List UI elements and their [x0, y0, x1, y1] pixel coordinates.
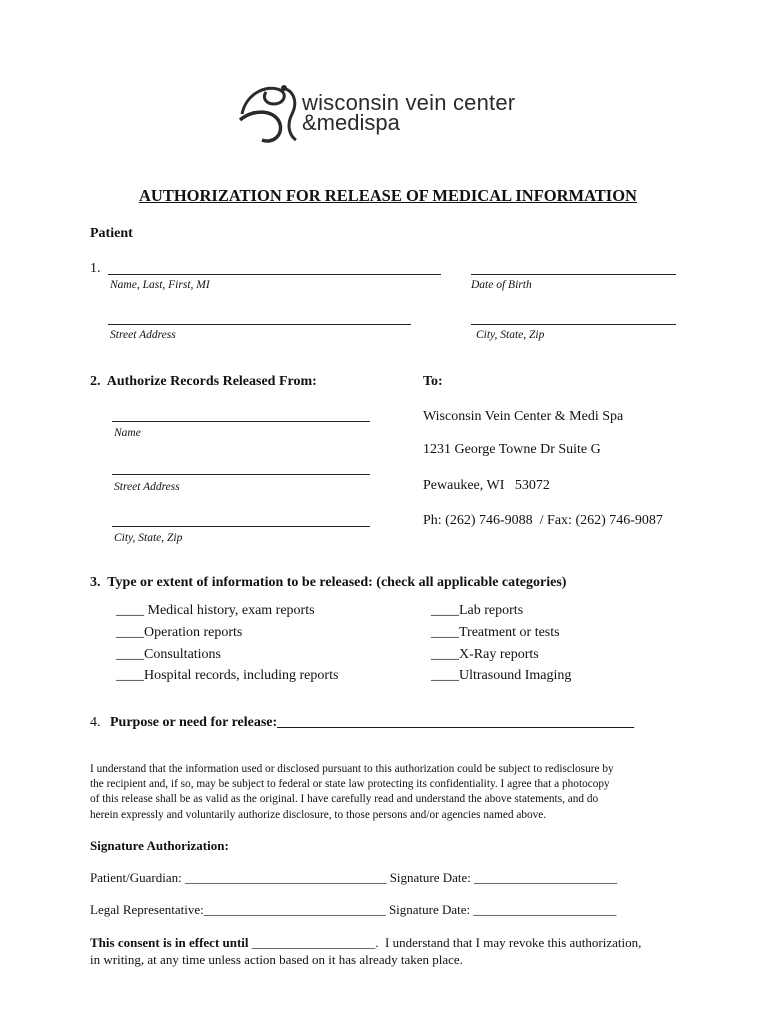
logo-brand-line2: &medispa [302, 110, 400, 135]
patient-street-caption: Street Address [110, 329, 176, 341]
consent-line-2: in writing, at any time unless action based on it has already taken place. [90, 952, 463, 967]
purpose-field[interactable]: Purpose or need for release:___________________________________________________ [110, 715, 635, 730]
consent-date-field[interactable]: ___________________ [251, 935, 376, 950]
logo [236, 80, 546, 146]
info-item-xray-reports[interactable]: ____X-Ray reports [431, 647, 539, 662]
info-item-lab-reports[interactable]: ____Lab reports [431, 603, 524, 618]
disclosure-line: the recipient and, if so, may be subject to federal or state law protecting its confidentiality. I agree that a photocopy [90, 778, 610, 791]
info-item-consultations[interactable]: ____Consultations [116, 647, 222, 662]
page-title: AUTHORIZATION FOR RELEASE OF MEDICAL INFORMATION [139, 186, 637, 205]
release-from-city-field[interactable] [112, 526, 370, 527]
release-from-street-field[interactable] [112, 474, 370, 475]
patient-street-field[interactable] [108, 324, 411, 325]
disclosure-paragraph [90, 762, 690, 823]
patient-name-caption: Name, Last, First, MI [110, 279, 210, 291]
recipient-name: Wisconsin Vein Center & Medi Spa [423, 409, 624, 424]
patient-guardian-signature-line[interactable]: Patient/Guardian: _______________________________ Signature Date: ______________________ [90, 870, 618, 885]
consent-bold-text: This consent is in effect until [90, 935, 252, 950]
info-item-operation-reports[interactable]: ____Operation reports [116, 625, 243, 640]
release-from-name-caption: Name [114, 427, 141, 439]
legal-representative-signature-line[interactable]: Legal Representative:____________________________ Signature Date: ______________________ [90, 902, 617, 917]
patient-name-field[interactable] [108, 274, 441, 275]
patient-dob-field[interactable] [471, 274, 676, 275]
purpose-number: 4. [90, 715, 101, 730]
patient-number: 1. [90, 261, 101, 276]
patient-city-field[interactable] [471, 324, 676, 325]
logo-swirl-icon [236, 80, 300, 146]
disclosure-line: I understand that the information used or disclosed pursuant to this authorization could be subject to redisclosure by [90, 763, 614, 775]
release-from-street-caption: Street Address [114, 481, 180, 493]
disclosure-line: of this release shall be as valid as the original. I have carefully read and understand the above statements, and do [90, 793, 599, 806]
info-item-ultrasound-imaging[interactable]: ____Ultrasound Imaging [431, 668, 572, 683]
consent-statement [90, 935, 641, 951]
info-item-hospital-records[interactable]: ____Hospital records, including reports [116, 668, 339, 683]
info-item-treatment-tests[interactable]: ____Treatment or tests [431, 625, 560, 640]
info-type-label: 3. Type or extent of information to be released: (check all applicable categories) [90, 575, 567, 590]
patient-dob-caption: Date of Birth [471, 279, 532, 291]
disclosure-line: herein expressly and voluntarily authorize disclosure, to those persons and/or agencies named above. [90, 808, 547, 821]
info-item-medical-history[interactable]: ____ Medical history, exam reports [116, 603, 315, 618]
release-to-label: To: [423, 374, 443, 389]
patient-heading: Patient [90, 226, 133, 241]
logo-brand-line1: wisconsin vein center [302, 90, 516, 115]
release-from-label: 2. Authorize Records Released From: [90, 374, 317, 389]
recipient-phone: Ph: (262) 746-9088 / Fax: (262) 746-9087 [423, 513, 663, 528]
recipient-street: 1231 George Towne Dr Suite G [423, 442, 601, 457]
release-from-name-field[interactable] [112, 421, 370, 422]
signature-heading: Signature Authorization: [90, 838, 229, 853]
recipient-city: Pewaukee, WI 53072 [423, 478, 550, 493]
patient-city-caption: City, State, Zip [476, 329, 545, 341]
release-from-city-caption: City, State, Zip [114, 532, 183, 544]
consent-revoke-text: . I understand that I may revoke this authorization, [375, 935, 642, 950]
